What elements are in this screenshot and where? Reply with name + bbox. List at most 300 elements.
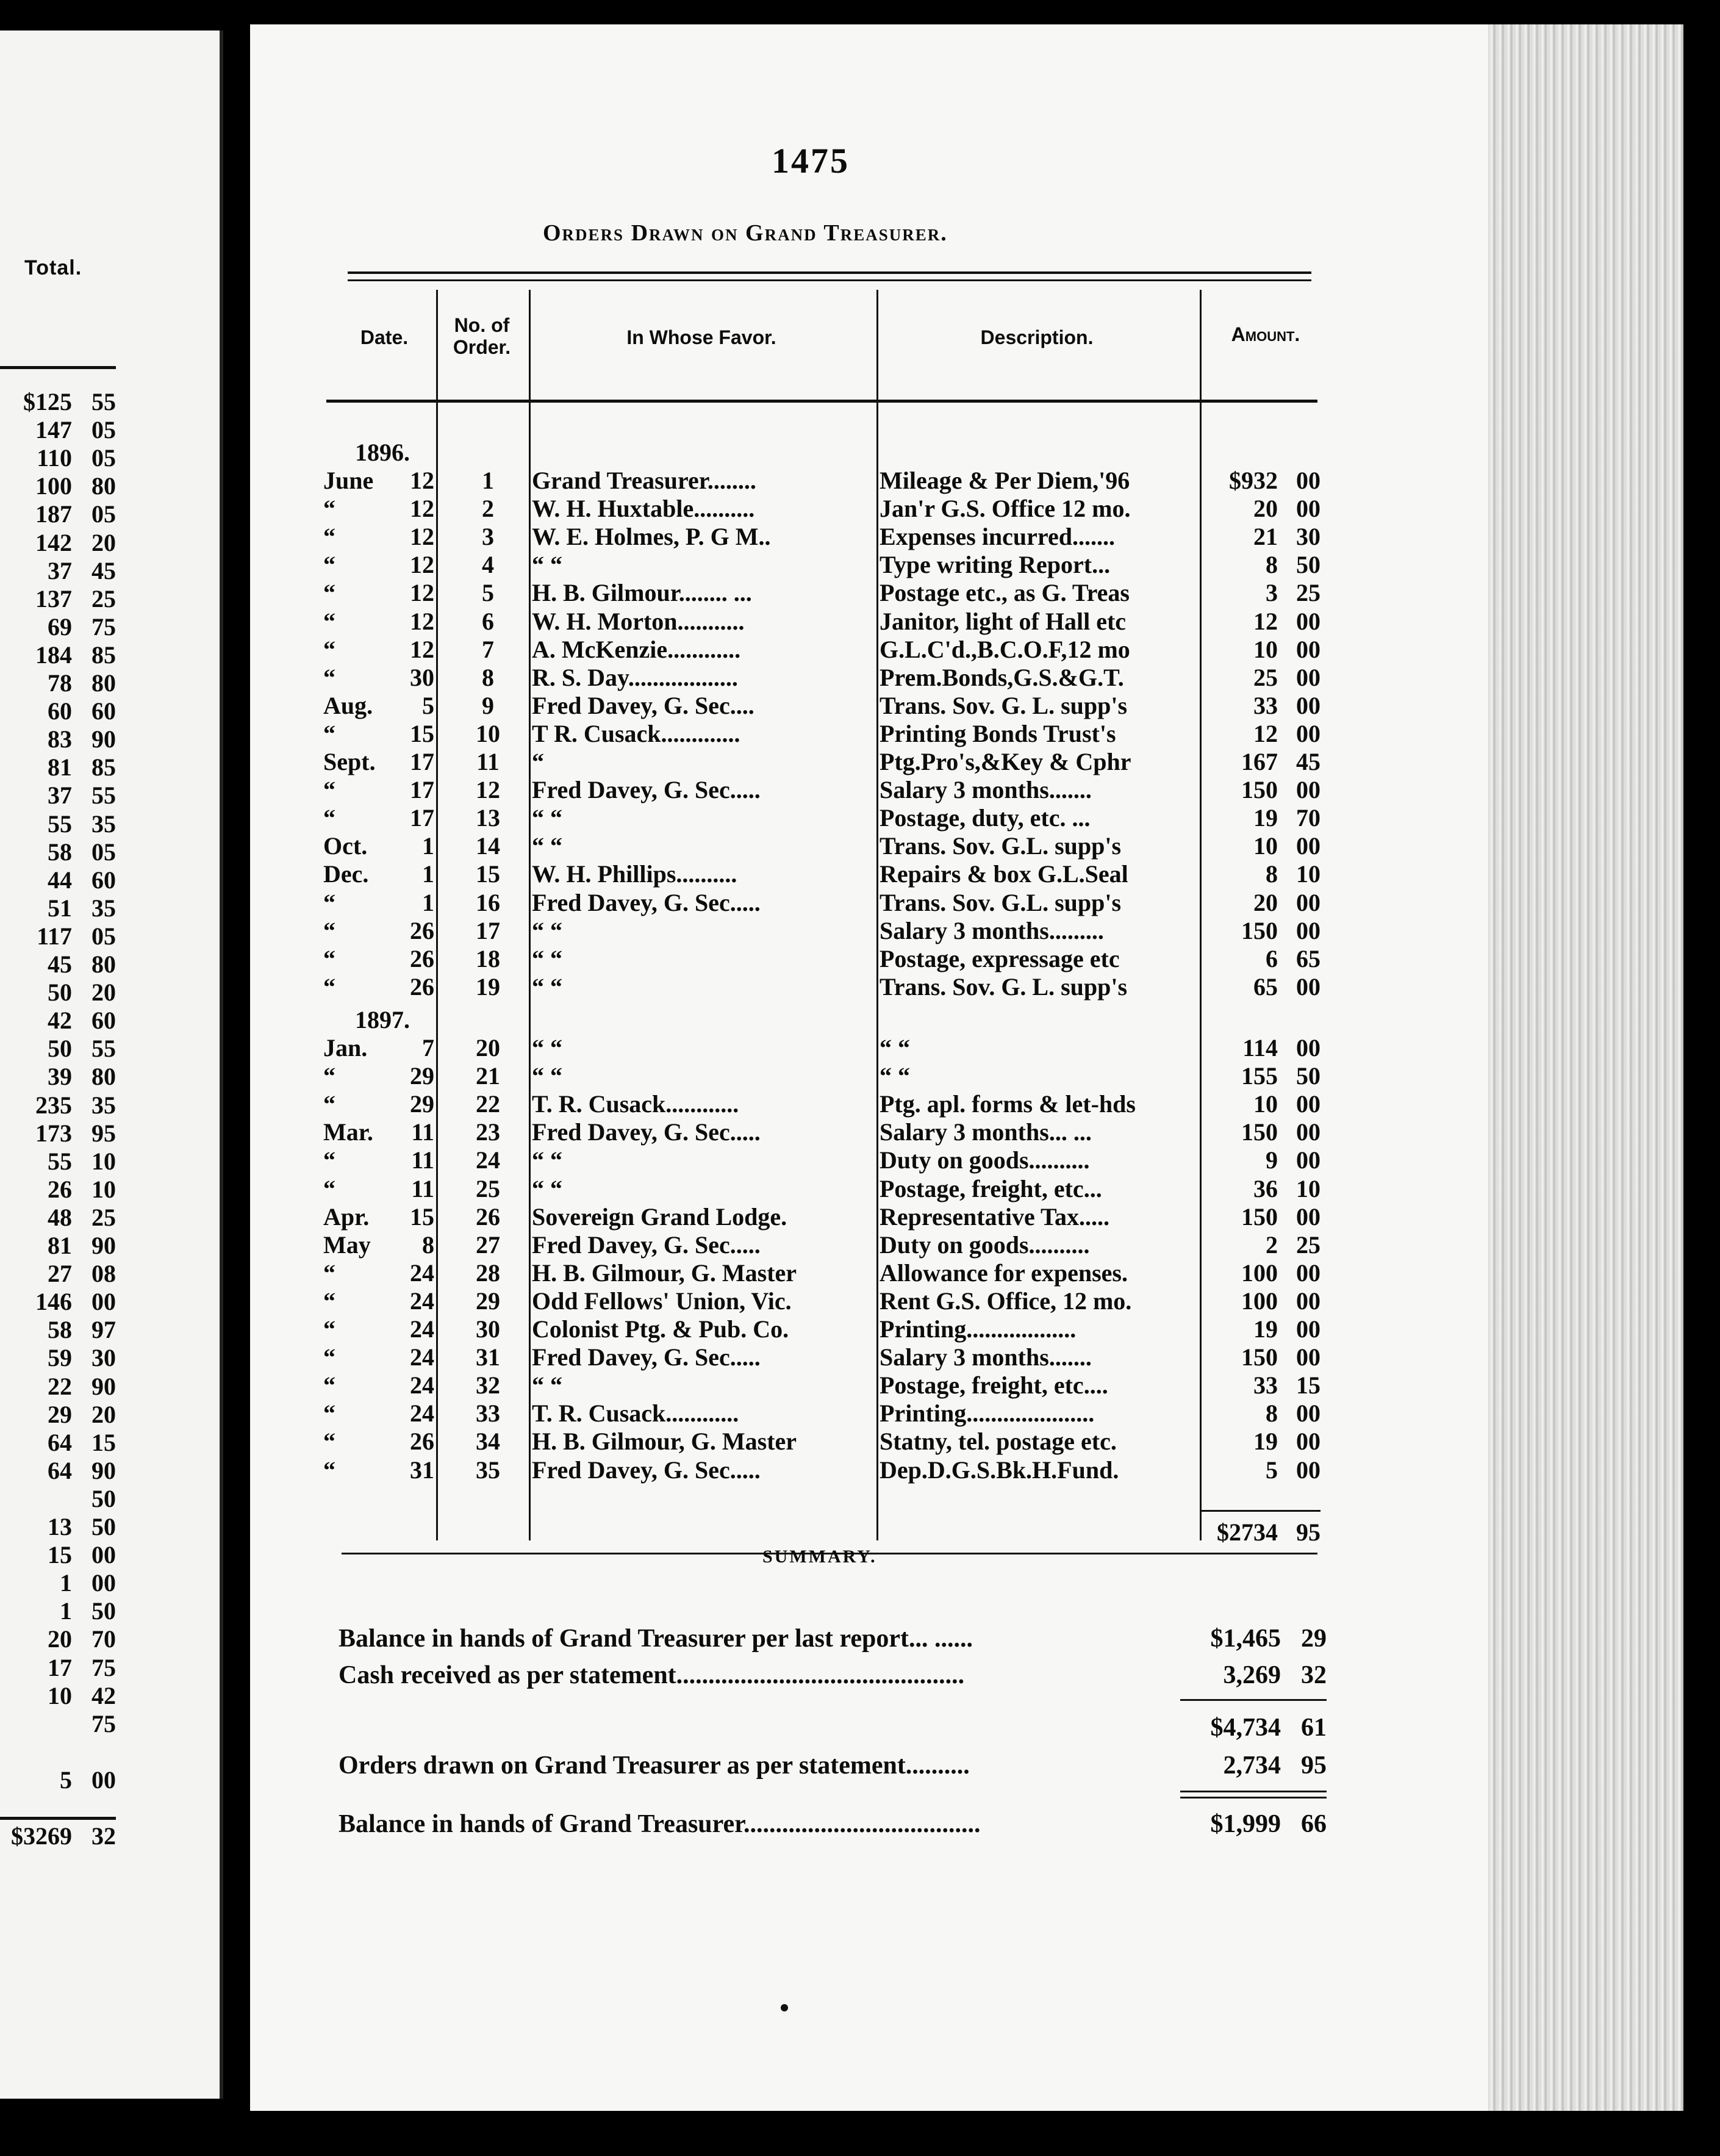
order-favor: W. H. Huxtable.......... xyxy=(532,495,755,523)
order-number: 8 xyxy=(482,663,494,691)
total-cents: 50 xyxy=(91,1513,116,1540)
total-cents: 05 xyxy=(91,838,116,866)
order-month: “ xyxy=(323,972,335,1001)
total-dollars: 83 xyxy=(48,725,72,753)
order-dollars: 10 xyxy=(1253,635,1278,663)
total-cents: 30 xyxy=(91,1344,116,1372)
order-month: “ xyxy=(323,1371,335,1400)
order-cents: 30 xyxy=(1296,523,1320,551)
summary-line xyxy=(339,1713,1327,1744)
order-dollars: 150 xyxy=(1241,1202,1278,1231)
total-dollars: $3269 xyxy=(11,1822,72,1850)
ledger-row xyxy=(0,663,1342,691)
order-description: Postage, freight, etc.... xyxy=(880,1371,1108,1400)
order-description: Duty on goods.......... xyxy=(880,1146,1090,1174)
ledger-row xyxy=(0,578,1342,606)
total-dollars: 147 xyxy=(35,416,72,444)
order-number: 10 xyxy=(476,719,500,747)
order-favor: Fred Davey, G. Sec..... xyxy=(532,888,761,916)
ledger-row xyxy=(0,888,1342,916)
order-day: 5 xyxy=(422,691,434,719)
order-number: 14 xyxy=(476,832,500,860)
order-day: 17 xyxy=(410,776,434,804)
total-dollars: 58 xyxy=(48,1316,72,1344)
order-number: 32 xyxy=(476,1371,500,1400)
total-dollars: 142 xyxy=(35,528,72,556)
order-description: Statny, tel. postage etc. xyxy=(880,1428,1117,1456)
order-dollars: 100 xyxy=(1241,1259,1278,1287)
total-cents: 90 xyxy=(91,1456,116,1484)
order-cents: 45 xyxy=(1296,748,1320,775)
summary-cents: 66 xyxy=(1301,1810,1327,1838)
total-dollars: $125 xyxy=(23,388,72,415)
total-dollars: 146 xyxy=(35,1288,72,1316)
order-favor: “ xyxy=(532,748,544,775)
order-cents: 00 xyxy=(1296,1400,1320,1428)
total-dollars: 15 xyxy=(48,1541,72,1569)
order-description: Printing Bonds Trust's xyxy=(880,719,1116,747)
order-description: G.L.C'd.,B.C.O.F,12 mo xyxy=(880,635,1130,663)
order-day: 12 xyxy=(410,607,434,635)
order-month: “ xyxy=(323,1259,335,1287)
order-favor: W. E. Holmes, P. G M.. xyxy=(532,523,771,551)
summary-cents: 29 xyxy=(1301,1625,1327,1653)
total-cents: 90 xyxy=(91,1372,116,1400)
order-favor: “ “ xyxy=(532,972,562,1001)
order-dollars: 20 xyxy=(1253,888,1278,916)
order-description: Expenses incurred....... xyxy=(880,523,1115,551)
total-cents: 35 xyxy=(91,1091,116,1119)
order-cents: 25 xyxy=(1296,579,1320,607)
order-day: 17 xyxy=(410,804,434,832)
total-dollars: 55 xyxy=(48,1147,72,1175)
order-description: Mileage & Per Diem,'96 xyxy=(880,467,1130,494)
total-cents: 85 xyxy=(91,753,116,782)
order-number: 28 xyxy=(476,1259,500,1287)
order-favor: “ “ xyxy=(532,916,562,944)
order-favor: H. B. Gilmour, G. Master xyxy=(532,1259,797,1287)
total-dollars: 64 xyxy=(48,1456,72,1484)
total-dollars: 22 xyxy=(48,1372,72,1400)
order-description: Salary 3 months....... xyxy=(880,1343,1092,1371)
summary-rule-2 xyxy=(1180,1791,1327,1792)
total-dollars: 137 xyxy=(35,584,72,613)
summary-rule-3 xyxy=(1180,1797,1327,1798)
order-dollars: 8 xyxy=(1266,551,1278,579)
order-dollars: 8 xyxy=(1266,1400,1278,1428)
order-cents: 00 xyxy=(1296,635,1320,663)
total-cents: 60 xyxy=(91,1007,116,1035)
order-number: 33 xyxy=(476,1400,500,1428)
order-month: Sept. xyxy=(323,748,376,775)
order-number: 30 xyxy=(476,1315,500,1343)
total-dollars: 235 xyxy=(35,1091,72,1119)
order-favor: H. B. Gilmour, G. Master xyxy=(532,1428,797,1456)
order-month: “ xyxy=(323,776,335,804)
order-month: “ xyxy=(323,1315,335,1343)
total-dollars: 26 xyxy=(48,1175,72,1203)
total-dollars: 45 xyxy=(48,950,72,978)
ledger-row xyxy=(0,803,1342,832)
order-dollars: 10 xyxy=(1253,832,1278,860)
order-day: 26 xyxy=(410,916,434,944)
order-cents: 50 xyxy=(1296,1062,1320,1090)
order-favor: Fred Davey, G. Sec..... xyxy=(532,1118,761,1146)
order-dollars: 6 xyxy=(1266,944,1278,972)
ledger-row xyxy=(0,522,1342,550)
total-cents: 80 xyxy=(91,950,116,978)
total-dollars: 58 xyxy=(48,838,72,866)
total-cents: 05 xyxy=(91,500,116,528)
ledger-row xyxy=(0,775,1342,803)
order-dollars: 19 xyxy=(1253,1315,1278,1343)
order-favor: Colonist Ptg. & Pub. Co. xyxy=(532,1315,789,1343)
total-cents: 35 xyxy=(91,894,116,922)
order-cents: 15 xyxy=(1296,1371,1320,1400)
total-dollars: 117 xyxy=(37,922,72,950)
total-cents: 50 xyxy=(91,1484,116,1512)
order-day: 31 xyxy=(410,1456,434,1484)
page-number: 1475 xyxy=(772,141,850,181)
order-month: “ xyxy=(323,523,335,551)
order-description: Jan'r G.S. Office 12 mo. xyxy=(880,495,1131,523)
order-month: “ xyxy=(323,719,335,747)
ledger-row xyxy=(0,1371,1342,1399)
order-cents: 65 xyxy=(1296,944,1320,972)
order-dollars: 12 xyxy=(1253,719,1278,747)
year-row-1896 xyxy=(0,438,1342,466)
order-dollars: 25 xyxy=(1253,663,1278,691)
total-dollars: 44 xyxy=(48,866,72,894)
order-month: “ xyxy=(323,888,335,916)
total-dollars: 27 xyxy=(48,1260,72,1288)
order-description: “ “ xyxy=(880,1062,910,1090)
order-favor: “ “ xyxy=(532,832,562,860)
order-number: 5 xyxy=(482,579,494,607)
summary-cents: 95 xyxy=(1301,1752,1327,1780)
total-cents: 08 xyxy=(91,1260,116,1288)
order-day: 24 xyxy=(410,1400,434,1428)
order-day: 26 xyxy=(410,972,434,1001)
order-cents: 00 xyxy=(1296,1287,1320,1315)
order-favor: Fred Davey, G. Sec.... xyxy=(532,691,754,719)
order-month: “ xyxy=(323,1343,335,1371)
order-month: Apr. xyxy=(323,1202,370,1231)
order-dollars: 12 xyxy=(1253,607,1278,635)
order-dollars: 5 xyxy=(1266,1456,1278,1484)
summary-label: Balance in hands of Grand Treasurer per last report... ...... xyxy=(339,1625,973,1653)
total-cents: 10 xyxy=(91,1147,116,1175)
order-favor: “ “ xyxy=(532,1034,562,1062)
total-cents: 05 xyxy=(91,416,116,444)
order-description: Postage etc., as G. Treas xyxy=(880,579,1130,607)
header-order-no: No. of Order. xyxy=(453,314,511,358)
total-cents: 70 xyxy=(91,1625,116,1653)
order-day: 12 xyxy=(410,635,434,663)
summary-label: Balance in hands of Grand Treasurer..................................... xyxy=(339,1810,981,1838)
total-dollars: 59 xyxy=(48,1344,72,1372)
order-description: Salary 3 months... ... xyxy=(880,1118,1092,1146)
total-cents: 60 xyxy=(91,866,116,894)
header-date: Date. xyxy=(360,326,409,348)
ledger-row xyxy=(0,944,1342,972)
order-description: Prem.Bonds,G.S.&G.T. xyxy=(880,663,1124,691)
order-day: 26 xyxy=(410,944,434,972)
total-cents: 25 xyxy=(91,584,116,613)
order-number: 16 xyxy=(476,888,500,916)
ledger-row xyxy=(0,1399,1342,1427)
order-favor: Fred Davey, G. Sec..... xyxy=(532,776,761,804)
order-month: “ xyxy=(323,1174,335,1202)
total-dollars: 13 xyxy=(48,1513,72,1540)
header-rule xyxy=(326,400,1317,403)
table-total-row xyxy=(0,1518,1342,1546)
order-cents: 00 xyxy=(1296,888,1320,916)
order-number: 6 xyxy=(482,607,494,635)
order-number: 17 xyxy=(476,916,500,944)
year-1896: 1896. xyxy=(355,439,410,466)
ledger-row xyxy=(0,1174,1342,1202)
order-favor: T. R. Cusack............ xyxy=(532,1400,739,1428)
order-month: “ xyxy=(323,1090,335,1118)
order-day: 24 xyxy=(410,1259,434,1287)
order-favor: “ “ xyxy=(532,1146,562,1174)
total-cents: 75 xyxy=(91,1709,116,1737)
order-number: 1 xyxy=(482,467,494,494)
total-cents: 00 xyxy=(91,1569,116,1597)
total-dollars: 48 xyxy=(48,1203,72,1231)
total-cents: 80 xyxy=(91,669,116,697)
total-cents: 00 xyxy=(91,1541,116,1569)
order-cents: 00 xyxy=(1296,1456,1320,1484)
order-day: 7 xyxy=(422,1034,434,1062)
total-dollars: 42 xyxy=(48,1007,72,1035)
order-favor: Fred Davey, G. Sec..... xyxy=(532,1343,761,1371)
order-favor: Fred Davey, G. Sec..... xyxy=(532,1231,761,1259)
order-month: Oct. xyxy=(323,832,368,860)
total-cents: 35 xyxy=(91,810,116,838)
table-total-dollars: $2734 xyxy=(1217,1518,1278,1546)
order-day: 24 xyxy=(410,1315,434,1343)
total-dollars: 37 xyxy=(48,782,72,810)
order-month: “ xyxy=(323,1287,335,1315)
order-day: 8 xyxy=(422,1231,434,1259)
order-description: Representative Tax..... xyxy=(880,1202,1110,1231)
summary-dollars: $1,999 xyxy=(1210,1810,1281,1838)
order-number: 24 xyxy=(476,1146,500,1174)
order-description: Dep.D.G.S.Bk.H.Fund. xyxy=(880,1456,1119,1484)
order-favor: T. R. Cusack............ xyxy=(532,1090,739,1118)
order-day: 30 xyxy=(410,663,434,691)
order-cents: 00 xyxy=(1296,832,1320,860)
table-total-cents: 95 xyxy=(1296,1518,1320,1546)
order-day: 12 xyxy=(410,551,434,579)
total-dollars: 10 xyxy=(48,1681,72,1709)
ledger-row xyxy=(0,691,1342,719)
order-favor: Grand Treasurer........ xyxy=(532,467,756,494)
order-number: 25 xyxy=(476,1174,500,1202)
order-favor: Sovereign Grand Lodge. xyxy=(532,1202,787,1231)
summary-line xyxy=(339,1809,1327,1840)
total-cents: 00 xyxy=(91,1288,116,1316)
total-cents: 10 xyxy=(91,1175,116,1203)
order-description: Postage, freight, etc... xyxy=(880,1174,1102,1202)
total-dollars: 51 xyxy=(48,894,72,922)
ledger-row xyxy=(0,550,1342,578)
total-dollars: 1 xyxy=(60,1597,72,1625)
order-month: “ xyxy=(323,804,335,832)
order-day: 1 xyxy=(422,860,434,888)
ledger-row xyxy=(0,1231,1342,1259)
order-dollars: 150 xyxy=(1241,1343,1278,1371)
total-cents: 05 xyxy=(91,922,116,950)
year-1897: 1897. xyxy=(355,1006,410,1033)
total-cents: 20 xyxy=(91,979,116,1007)
total-cents: 85 xyxy=(91,641,116,669)
order-month: “ xyxy=(323,944,335,972)
ledger-row xyxy=(0,1315,1342,1343)
order-dollars: 8 xyxy=(1266,860,1278,888)
order-cents: 70 xyxy=(1296,804,1320,832)
order-favor: W. H. Morton........... xyxy=(532,607,745,635)
order-favor: H. B. Gilmour........ ... xyxy=(532,579,752,607)
order-description: “ “ xyxy=(880,1034,910,1062)
order-description: Ptg. apl. forms & let-hds xyxy=(880,1090,1136,1118)
order-number: 4 xyxy=(482,551,494,579)
ledger-row xyxy=(0,1033,1342,1062)
total-dollars: 100 xyxy=(35,472,72,500)
total-dollars: 60 xyxy=(48,697,72,725)
total-cents: 60 xyxy=(91,697,116,725)
order-description: Duty on goods.......... xyxy=(880,1231,1090,1259)
ledger-row xyxy=(0,494,1342,522)
order-favor: Fred Davey, G. Sec..... xyxy=(532,1456,761,1484)
total-cents: 80 xyxy=(91,472,116,500)
ledger-row xyxy=(0,1343,1342,1371)
order-dollars: 65 xyxy=(1253,972,1278,1001)
order-number: 7 xyxy=(482,635,494,663)
total-dollars: 17 xyxy=(48,1653,72,1681)
order-description: Salary 3 months....... xyxy=(880,776,1092,804)
order-dollars: $932 xyxy=(1229,467,1278,494)
order-cents: 00 xyxy=(1296,1343,1320,1371)
total-cents: 97 xyxy=(91,1316,116,1344)
order-month: June xyxy=(323,467,374,494)
order-dollars: 9 xyxy=(1266,1146,1278,1174)
order-number: 31 xyxy=(476,1343,500,1371)
order-cents: 00 xyxy=(1296,495,1320,523)
total-header: Total. xyxy=(24,256,82,279)
order-number: 26 xyxy=(476,1202,500,1231)
total-dollars: 37 xyxy=(48,556,72,584)
order-description: Trans. Sov. G. L. supp's xyxy=(880,972,1128,1001)
page-title: Orders Drawn on Grand Treasurer. xyxy=(543,220,948,246)
total-cents: 75 xyxy=(91,613,116,641)
order-number: 2 xyxy=(482,495,494,523)
order-number: 27 xyxy=(476,1231,500,1259)
order-favor: “ “ xyxy=(532,944,562,972)
order-description: Allowance for expenses. xyxy=(880,1259,1128,1287)
ledger-row xyxy=(0,1118,1342,1146)
order-cents: 00 xyxy=(1296,776,1320,804)
ledger-row xyxy=(0,607,1342,635)
total-dollars: 20 xyxy=(48,1625,72,1653)
total-cents: 55 xyxy=(91,782,116,810)
summary-dollars: $4,734 xyxy=(1210,1714,1281,1742)
year-row-1897 xyxy=(0,1005,1342,1033)
order-cents: 00 xyxy=(1296,691,1320,719)
order-favor: T R. Cusack............. xyxy=(532,719,740,747)
order-day: 12 xyxy=(410,523,434,551)
total-dollars: 184 xyxy=(35,641,72,669)
order-dollars: 167 xyxy=(1241,748,1278,775)
order-favor: R. S. Day.................. xyxy=(532,663,738,691)
summary-line xyxy=(339,1624,1327,1655)
order-day: 12 xyxy=(410,467,434,494)
order-description: Trans. Sov. G.L. supp's xyxy=(880,832,1122,860)
total-cents: 95 xyxy=(91,1119,116,1147)
order-number: 12 xyxy=(476,776,500,804)
order-description: Trans. Sov. G.L. supp's xyxy=(880,888,1122,916)
order-number: 22 xyxy=(476,1090,500,1118)
order-description: Ptg.Pro's,&Key & Cphr xyxy=(880,748,1131,775)
order-month: “ xyxy=(323,1428,335,1456)
total-cents: 25 xyxy=(91,1203,116,1231)
order-day: 1 xyxy=(422,832,434,860)
order-day: 15 xyxy=(410,1202,434,1231)
total-cents: 90 xyxy=(91,1232,116,1259)
order-number: 21 xyxy=(476,1062,500,1090)
order-number: 23 xyxy=(476,1118,500,1146)
ledger-row xyxy=(0,972,1342,1001)
order-number: 13 xyxy=(476,804,500,832)
order-day: 24 xyxy=(410,1371,434,1400)
summary-dollars: 3,269 xyxy=(1223,1661,1281,1689)
order-day: 24 xyxy=(410,1343,434,1371)
summary-label: Cash received as per statement............................................. xyxy=(339,1661,965,1689)
total-cents: 80 xyxy=(91,1063,116,1091)
summary-label: Orders drawn on Grand Treasurer as per statement.......... xyxy=(339,1752,970,1780)
order-cents: 00 xyxy=(1296,1202,1320,1231)
order-number: 11 xyxy=(476,748,500,775)
order-description: Type writing Report... xyxy=(880,551,1111,579)
total-dollars: 1 xyxy=(60,1569,72,1597)
order-cents: 00 xyxy=(1296,719,1320,747)
order-day: 11 xyxy=(411,1146,434,1174)
order-favor: “ “ xyxy=(532,804,562,832)
order-cents: 00 xyxy=(1296,1428,1320,1456)
total-dollars: 5 xyxy=(60,1766,72,1794)
order-month: “ xyxy=(323,635,335,663)
order-dollars: 150 xyxy=(1241,776,1278,804)
order-month: “ xyxy=(323,916,335,944)
order-month: “ xyxy=(323,1456,335,1484)
order-description: Trans. Sov. G. L. supp's xyxy=(880,691,1128,719)
order-number: 34 xyxy=(476,1428,500,1456)
order-cents: 00 xyxy=(1296,1259,1320,1287)
order-description: Janitor, light of Hall etc xyxy=(880,607,1127,635)
order-month: “ xyxy=(323,579,335,607)
ledger-row xyxy=(0,1062,1342,1090)
order-favor: “ “ xyxy=(532,1371,562,1400)
order-cents: 50 xyxy=(1296,551,1320,579)
order-dollars: 114 xyxy=(1242,1034,1278,1062)
order-dollars: 150 xyxy=(1241,1118,1278,1146)
order-favor: A. McKenzie............ xyxy=(532,635,741,663)
order-number: 3 xyxy=(482,523,494,551)
summary-dollars: $1,465 xyxy=(1210,1625,1281,1653)
order-month: Mar. xyxy=(323,1118,373,1146)
